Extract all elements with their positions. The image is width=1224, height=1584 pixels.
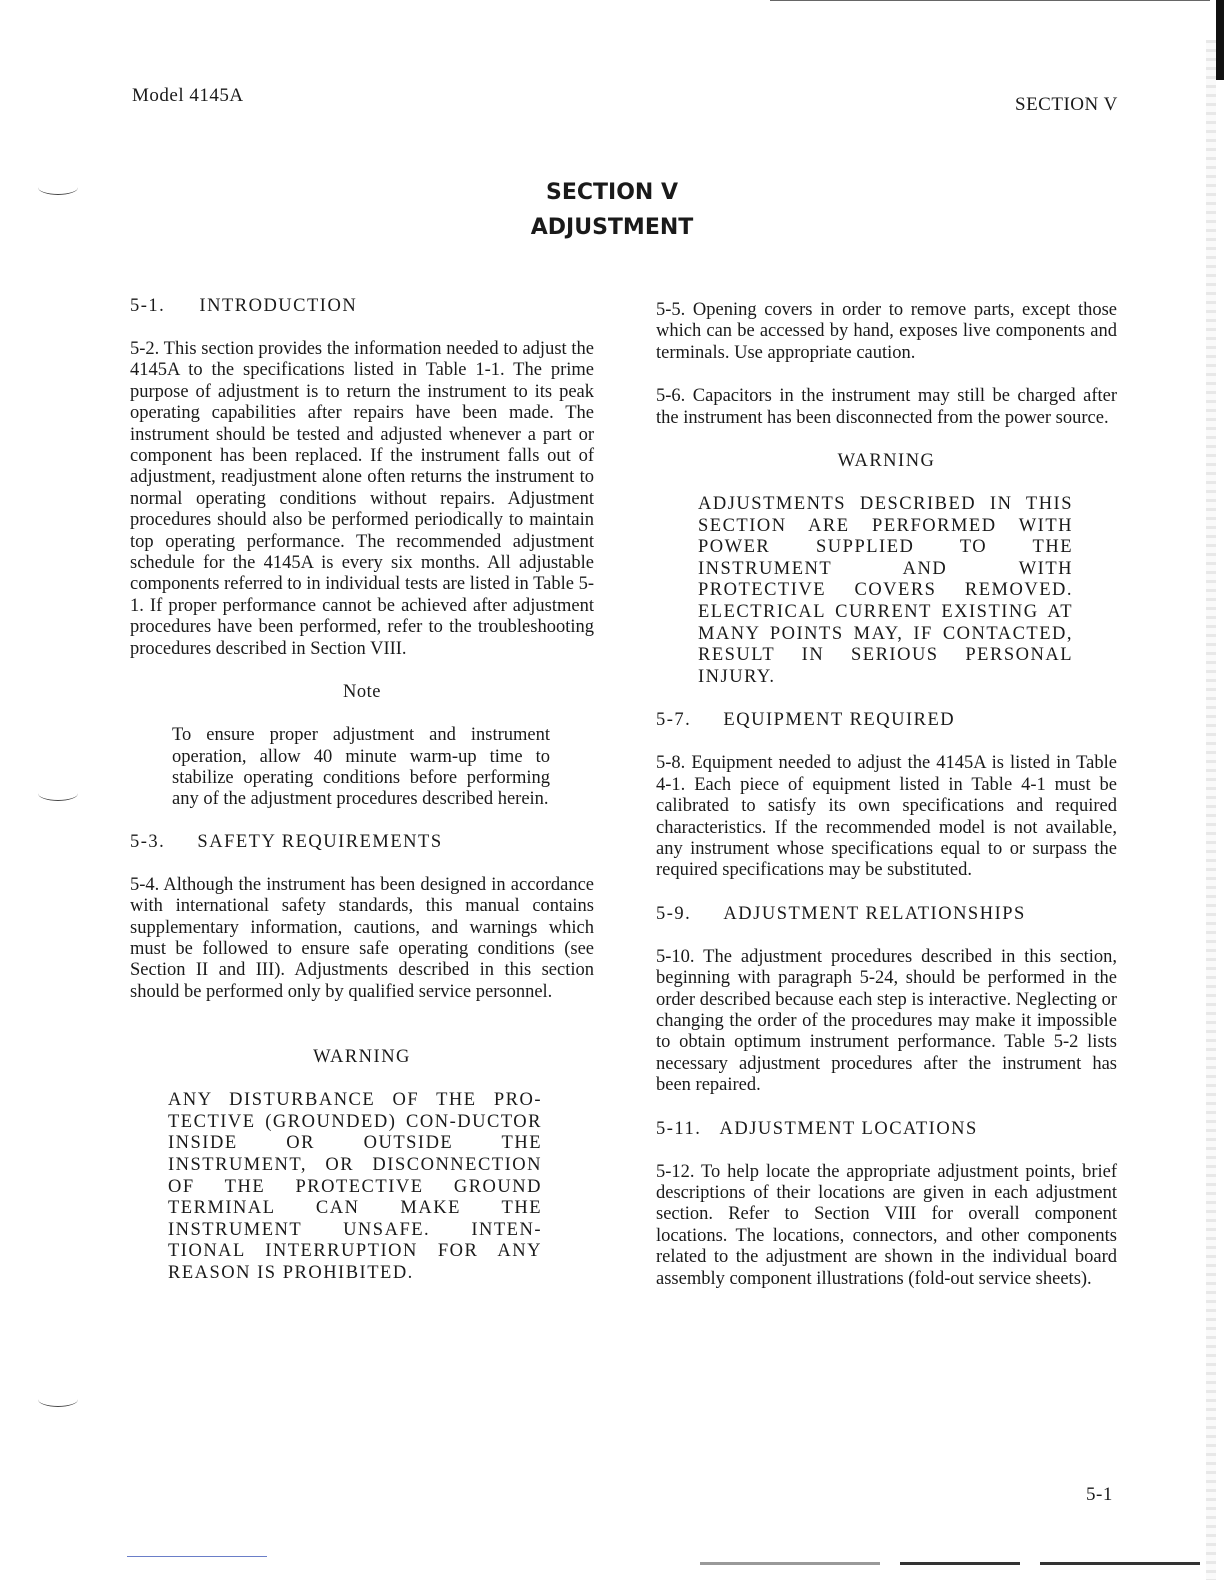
paragraph-5-5: 5-5. Opening covers in order to remove parts, except those which can be accessed by hand, exposes live components and terminals. Use appropriate caution. (656, 300, 1117, 363)
model-label: Model 4145A (132, 85, 244, 106)
heading-number: 5-9. (656, 903, 692, 924)
heading-5-7 (656, 710, 1117, 731)
warning-label: WARNING (313, 1047, 411, 1068)
heading-5-3 (130, 832, 594, 853)
paragraph-5-2: 5-2. This section provides the information needed to adjust the 4145A to the specifications listed in Table 1-1. The prime purpose of adjustment is to return the instrument to its peak operating capabilities after repairs have been made. The instrument should be tested and adjusted whenever a part or component has been replaced. If the instrument falls out of adjustment, readjustment alone often returns the instrument to normal operating conditions without repairs. Adjustment procedures should also be performed periodically to maintain top operating performance. The recommended adjustment schedule for the 4145A is every six months. All adjustable components referred to in individual tests are listed in Table 5-1. If proper performance cannot be achieved after adjustment procedures have been performed, refer to the troubleshooting procedures described in Section VIII. (130, 339, 594, 659)
scan-edge-noise (1206, 40, 1216, 1580)
heading-text: ADJUSTMENT RELATIONSHIPS (723, 903, 1026, 924)
paragraph-5-12: 5-12. To help locate the appropriate adjustment points, brief descriptions of their locations are given in each adjustment section. Refer to Section VIII for overall component locations. The locations, connectors, and other components related to the adjustment are shown in the individual board assembly component illustrations (fold-out service sheets). (656, 1161, 1117, 1289)
right-column (656, 300, 1117, 1290)
paragraph-5-4: 5-4. Although the instrument has been designed in accordance with international safety standards, this manual contains supplementary information, cautions, and warnings which must be followed to ensure safe operating conditions (see Section II and III). Adjustments described in this section should be performed only by qualified service personnel. (130, 874, 594, 1002)
heading-text: INTRODUCTION (199, 296, 358, 316)
scan-bottom-line (127, 1556, 267, 1557)
scan-bottom-line (1040, 1562, 1200, 1565)
note-text: To ensure proper adjustment and instrument operation, allow 40 minute warm-up time to stabilize operating conditions before performing any of the adjustment procedures described herein. (172, 725, 550, 810)
scan-edge-mark (1216, 0, 1224, 80)
warning-text: ANY DISTURBANCE OF THE PRO-TECTIVE (GROUNDED) CON-DUCTOR INSIDE OR OUTSIDE THE INSTRUMENT, OR DISCONNECTION OF THE PROTECTIVE GROUND TERMINAL CAN MAKE THE INSTRUMENT UNSAFE. INTEN-TIONAL INTERRUPTION FOR ANY REASON IS PROHIBITED. (168, 1090, 542, 1283)
scan-edge-line (770, 0, 1210, 1)
binder-hole-mark (38, 1392, 78, 1407)
paragraph-5-8: 5-8. Equipment needed to adjust the 4145A is listed in Table 4-1. Each piece of equipment listed in Table 4-1 must be calibrated to satisfy its own specifications and required characteristics. If the recommended model is not available, any instrument whose specifications equal to or surpass the required specifications may be substituted. (656, 753, 1117, 881)
page-number: 5-1 (1086, 1484, 1113, 1505)
scan-bottom-line (900, 1562, 1020, 1565)
warning-text: ADJUSTMENTS DESCRIBED IN THIS SECTION ARE PERFORMED WITH POWER SUPPLIED TO THE INSTRUMENT AND WITH PROTECTIVE COVERS REMOVED. ELECTRICAL CURRENT EXISTING AT MANY POINTS MAY, IF CONTACTED, RESULT IN SERIOUS PERSONAL INJURY. (698, 494, 1073, 687)
section-subtitle: ADJUSTMENT (530, 215, 694, 240)
heading-5-11 (656, 1119, 1117, 1140)
note-label: Note (343, 682, 381, 703)
heading-number: 5-3. (130, 831, 166, 852)
left-column (130, 296, 594, 1285)
binder-hole-mark (38, 786, 78, 801)
heading-text: ADJUSTMENT LOCATIONS (719, 1118, 978, 1139)
heading-5-9 (656, 904, 1117, 925)
heading-text: SAFETY REQUIREMENTS (197, 831, 443, 852)
section-label: SECTION V (1015, 94, 1118, 115)
paragraph-5-10: 5-10. The adjustment procedures described in this section, beginning with paragraph 5-24, should be performed in the order described because each step is interactive. Neglecting or changing the order of the procedures may make it impossible to obtain optimum instrument performance. Table 5-2 lists necessary adjustment procedures after the instrument has been repaired. (656, 946, 1117, 1096)
heading-5-1 (130, 296, 594, 317)
heading-text: EQUIPMENT REQUIRED (723, 710, 956, 731)
heading-number: 5-11. (656, 1118, 702, 1139)
heading-number: 5-7. (656, 710, 692, 731)
scan-bottom-line (700, 1562, 880, 1565)
paragraph-5-6: 5-6. Capacitors in the instrument may still be charged after the instrument has been disconnected from the power source. (656, 386, 1117, 428)
warning-label: WARNING (837, 451, 936, 472)
section-title: SECTION V (545, 180, 678, 205)
heading-number: 5-1. (130, 296, 166, 316)
